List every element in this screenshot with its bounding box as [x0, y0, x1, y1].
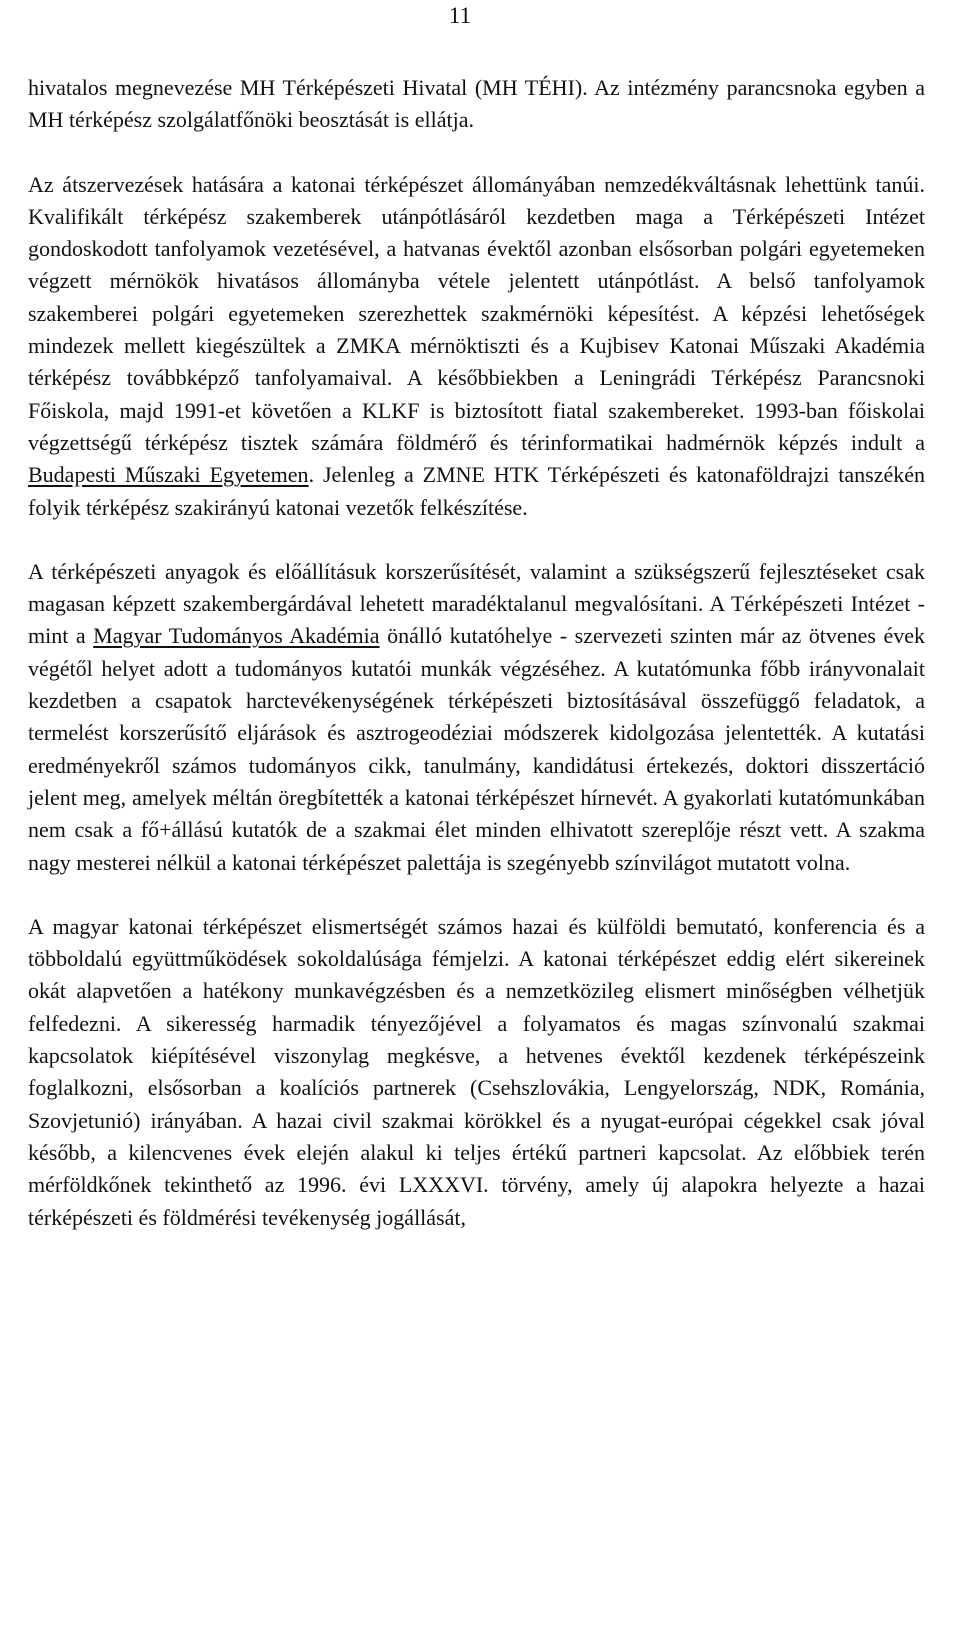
paragraph-2-text-end: . Jelenleg a ZMNE HTK Térképészeti és katonaföldrajzi tanszékén folyik térképész szakirányú katonai vezetők felkészítése. — [28, 462, 925, 520]
paragraph-3 — [28, 556, 925, 879]
paragraph-4-text: A magyar katonai térképészet elismertségét számos hazai és külföldi bemutató, konferencia és a többoldalú együttműködések sokoldalúsága fémjelzi. A katonai térképészet eddig elért sikereinek okát alapvetően a hatékony munkavégzésben és a nemzetközileg elismert minőségben vélhetjük felfedezni. A sikeresség harmadik tényezőjével a folyamatos és magas színvonalú szakmai kapcsolatok kiépítésével viszonylag megkésve, a hetvenes évektől kezdenek térképészeink foglalkozni, elsősorban a koalíciós partnerek (Csehszlovákia, Lengyelország, NDK, Románia, Szovjetunió) irányában. A hazai civil szakmai körökkel és a nyugat-európai cégekkel csak jóval később, a kilencvenes évek elején alakul ki teljes értékű partneri kapcsolat. Az előbbiek terén mérföldkőnek tekinthető az 1996. évi LXXXVI. törvény, amely új alapokra helyezte a hazai térképészeti és földmérési tevékenység jogállását, — [28, 913, 925, 1230]
paragraph-2-text-start: Az átszervezések hatására a katonai térképészet állományában nemzedékváltásnak lehettünk tanúi. Kvalifikált térképész szakemberek utánpótlásáról kezdetben maga a Térképészeti Intézet gondoskodott tanfolyamok vezetésével, a hatvanas évektől azonban elsősorban polgári egyetemeken végzett mérnökök hivatásos állományba vétele jelentett utánpótlást. A belső tanfolyamok szakemberei polgári egyetemeken szerezhettek szakmérnöki képesítést. A képzési lehetőségek mindezek mellett kiegészültek a ZMKA mérnöktiszti és a Kujbisev Katonai Műszaki Akadémia térképész továbbképző tanfolyamaival. A későbbiekben a Leningrádi Térképész Parancsnoki Főiskola, majd 1991-et követően a KLKF is biztosított fiatal szakembereket. 1993-ban főiskolai végzettségű térképész tisztek számára földmérő és térinformatikai hadmérnök képzés indult a — [28, 171, 925, 455]
paragraph-3-text-start: A térképészeti anyagok és előállításuk korszerűsítését, valamint a szükségszerű fejlesztéseket csak magasan képzett szakembergárdával lehetett maradéktalanul megvalósítani. A Térképészeti Intézet - mint a — [28, 558, 925, 649]
link-magyar-tudomanyos-akademia[interactable]: Magyar Tudományos Akadémia — [93, 623, 380, 649]
paragraph-3-text-end: önálló kutatóhelye - szervezeti szinten már az ötvenes évek végétől helyet adott a tudományos kutatói munkák végzéséhez. A kutatómunka főbb irányvonalait kezdetben a csapatok harctevékenységének térképészeti biztosításával összefüggő feladatok, a termelést korszerűsítő eljárások és asztrogeodéziai módszerek kidolgozása jelentették. A kutatási eredményekről számos tudományos cikk, tanulmány, kandidátusi értekezés, doktori disszertáció jelent meg, amelyek méltán öregbítették a katonai térképészet hírnevét. A gyakorlati kutatómunkában nem csak a fő+állású kutatók de a szakmai élet minden elhivatott szereplője részt vett. A szakma nagy mesterei nélkül a katonai térképészet palettája is szegényebb színvilágot mutatott volna. — [28, 623, 925, 875]
paragraph-1 — [28, 72, 925, 137]
paragraph-2 — [28, 169, 925, 524]
paragraph-4 — [28, 911, 925, 1234]
paragraph-1-text: hivatalos megnevezése MH Térképészeti Hivatal (MH TÉHI). Az intézmény parancsnoka egyben a MH térképész szolgálatfőnöki beosztását is ellátja. — [28, 75, 925, 133]
body-text — [28, 72, 925, 1234]
link-budapesti-muszaki-egyetem[interactable]: Budapesti Műszaki Egyetemen — [28, 462, 309, 488]
page-number: 11 — [448, 3, 472, 28]
